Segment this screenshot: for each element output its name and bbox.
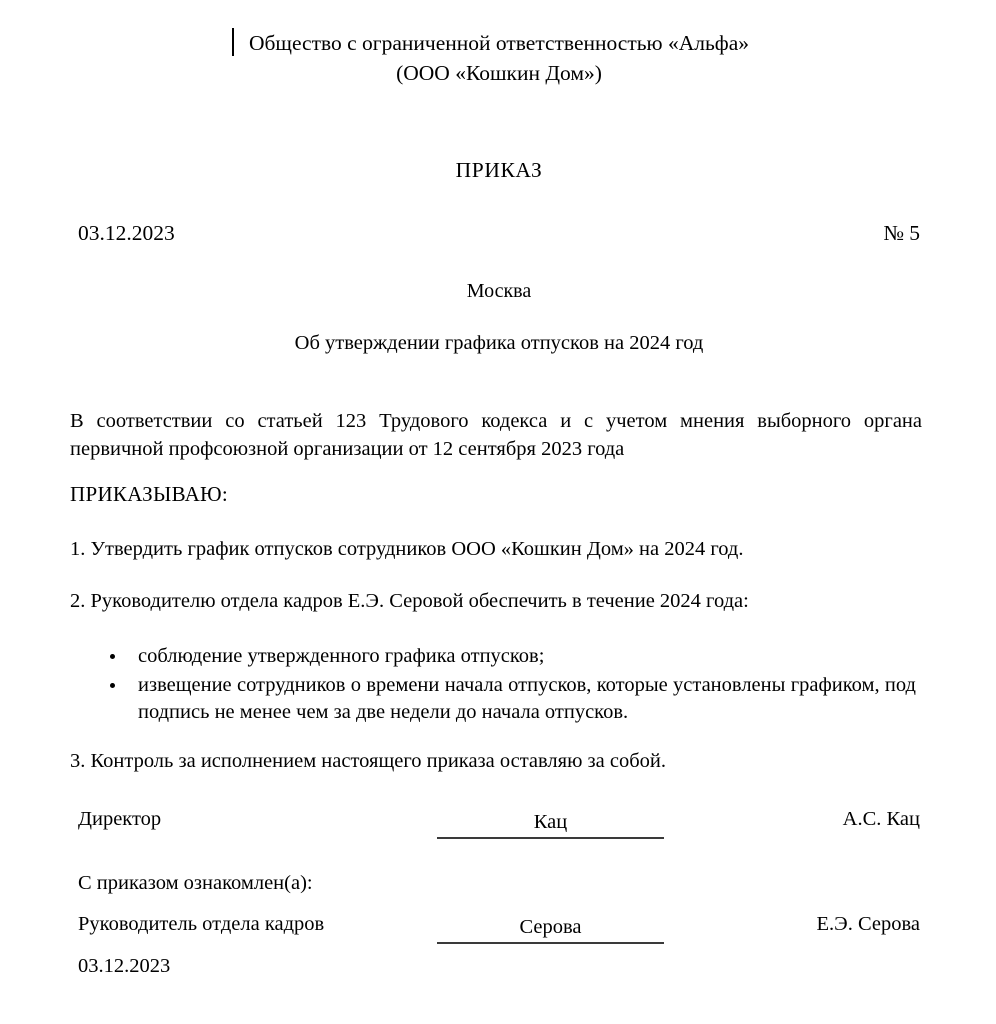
signature-row-hr-head <box>70 913 922 947</box>
signature-line <box>437 942 664 944</box>
document-date: 03.12.2023 <box>78 221 175 245</box>
signature-row-director <box>70 808 922 842</box>
clause-item-1: 1. Утвердить график отпусков сотрудников ООО «Кошкин Дом» на 2024 год. <box>70 538 744 560</box>
list-item <box>104 643 916 670</box>
signatory-name: А.С. Кац <box>842 808 920 830</box>
handwritten-signature: Серова <box>519 916 582 938</box>
organization-header <box>78 28 920 88</box>
organization-full-name: Общество с ограниченной ответственностью «Альфа» <box>248 31 750 55</box>
organization-short-name: (ООО «Кошкин Дом») <box>396 61 602 85</box>
signature-title: Руководитель отдела кадров <box>78 913 325 935</box>
list-item-text: извещение сотрудников о времени начала отпусков, которые установлены графиком, под подпись не менее чем за две недели до начала отпусков. <box>138 674 916 723</box>
document-meta-row <box>78 221 920 246</box>
signature-title: Директор <box>78 808 162 830</box>
handwritten-signature: Кац <box>533 811 568 833</box>
signature-line <box>437 837 664 839</box>
document-type-title: ПРИКАЗ <box>455 158 543 182</box>
acknowledgement-label: С приказом ознакомлен(а): <box>78 872 313 894</box>
clause-item-3: 3. Контроль за исполнением настоящего приказа оставляю за собой. <box>70 750 666 772</box>
bullet-dot-icon <box>110 683 115 688</box>
acknowledgement-date: 03.12.2023 <box>78 955 171 977</box>
list-item <box>104 672 916 726</box>
directive-keyword: ПРИКАЗЫВАЮ: <box>70 482 229 506</box>
signature-mark-area <box>437 913 664 944</box>
bullet-dot-icon <box>110 654 115 659</box>
bullet-list <box>104 643 916 728</box>
document-number: № 5 <box>883 221 920 245</box>
signature-mark-area <box>437 808 664 839</box>
list-item-text: соблюдение утвержденного графика отпусков; <box>138 645 545 667</box>
signatory-name: Е.Э. Серова <box>816 913 920 935</box>
clause-item-2: 2. Руководителю отдела кадров Е.Э. Серовой обеспечить в течение 2024 года: <box>70 590 749 612</box>
document-preamble: В соответствии со статьей 123 Трудового кодекса и с учетом мнения выборного органа первичной профсоюзной организации от 12 сентября 2023 года <box>70 410 922 460</box>
document-city: Москва <box>466 280 532 302</box>
document-subject: Об утверждении графика отпусков на 2024 год <box>294 332 704 354</box>
